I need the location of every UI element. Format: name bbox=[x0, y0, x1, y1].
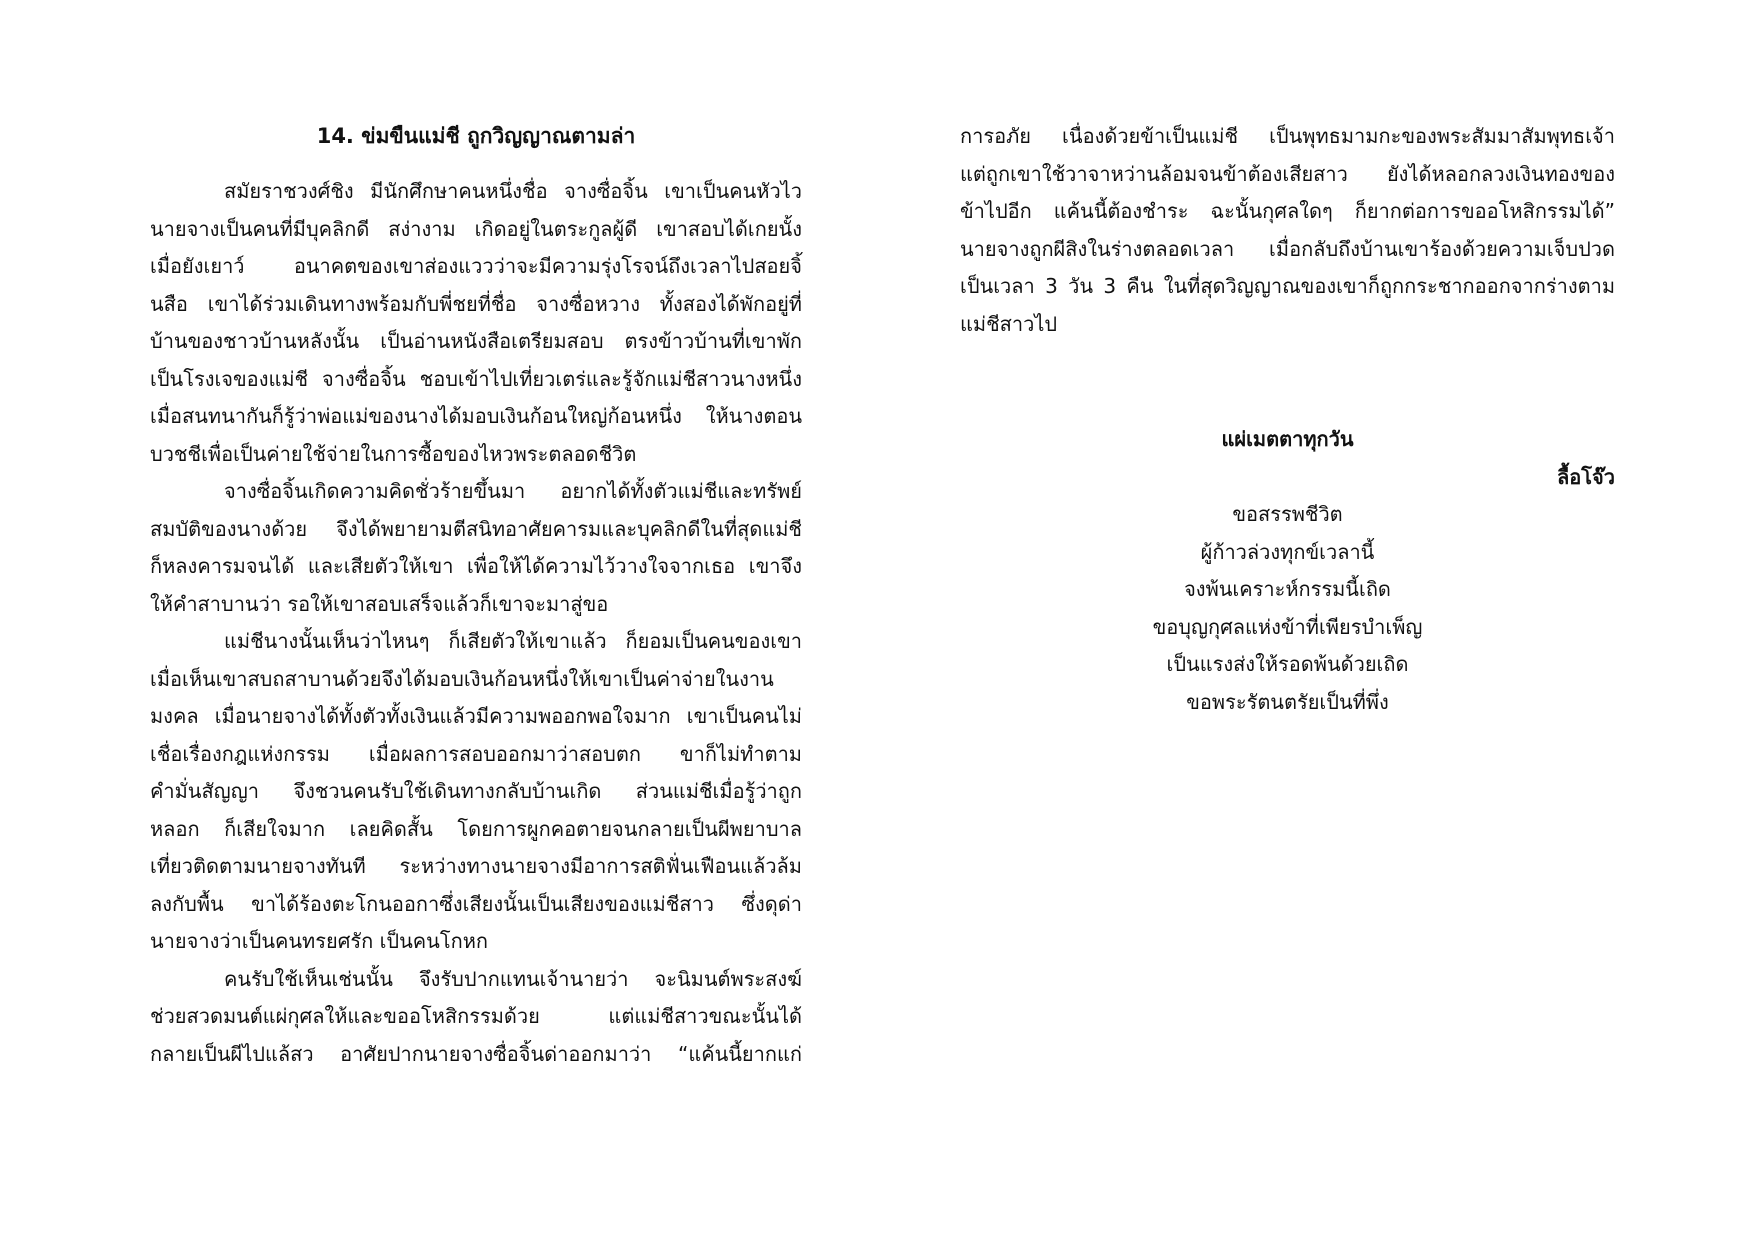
text-line: กลายเป็นผีไปแล้สว อาศัยปากนายจางซื่อจิ้นด่าออกมาว่า “แค้นนี้ยากแก่ bbox=[150, 1041, 802, 1066]
text-line: การอภัย เนื่องด้วยข้าเป็นแม่ชี เป็นพุทธมามกะของพระสัมมาสัมพุทธเจ้า bbox=[960, 124, 1615, 148]
story-continuation bbox=[960, 118, 1615, 343]
text-line: ข้าไปอีก แค้นนี้ต้องชำระ ฉะนั้นกุศลใดๆ ก็ยากต่อการขออโหสิกรรมได้” bbox=[960, 199, 1615, 223]
left-page bbox=[150, 118, 802, 1073]
text-line: เป็นโรงเจของแม่ชี จางซื่อจิ้น ชอบเข้าไปเที่ยวเตร่และรู้จักแม่ชีสาวนางหนึ่ง bbox=[150, 366, 802, 391]
text-line: เชื่อเรื่องกฎแห่งกรรม เมื่อผลการสอบออกมาว่าสอบตก ขาก็ไม่ทำตาม bbox=[150, 741, 802, 766]
section-gap bbox=[960, 343, 1615, 421]
poem-author: ลื้อโจ๊ว bbox=[1557, 464, 1615, 489]
text-line: นายจางว่าเป็นคนทรยศรัก เป็นคนโกหก bbox=[150, 929, 488, 953]
text-line: บวชชีเพื่อเป็นค่ายใช้จ่ายในการซื้อของไหวพระตลอดชีวิต bbox=[150, 441, 637, 466]
text-line: บ้านของชาวบ้านหลังนั้น เป็นอ่านหนังสือเตรียมสอบ ตรงข้าวบ้านที่เขาพัก bbox=[150, 329, 802, 353]
story-body bbox=[150, 173, 802, 1073]
text-line: เมื่อสนทนากันก็รู้ว่าพ่อแม่ของนางได้มอบเงินก้อนใหญ่ก้อนหนึ่ง ให้นางตอน bbox=[150, 404, 802, 428]
text-line: แต่ถูกเขาใช้วาจาหว่านล้อมจนข้าต้องเสียสาว ยังได้หลอกลวงเงินทองของ bbox=[960, 161, 1615, 186]
poem-verse: ขอพระรัตนตรัยเป็นที่พึ่ง bbox=[1186, 689, 1389, 714]
text-line: สมัยราชวงศ์ชิง มีนักศึกษาคนหนึ่งชื่อ จางซื่อจิ้น เขาเป็นคนหัวไว bbox=[224, 179, 802, 203]
text-line: ให้คำสาบานว่า รอให้เขาสอบเสร็จแล้วก็เขาจะมาสู่ขอ bbox=[150, 591, 609, 616]
text-line: มงคล เมื่อนายจางได้ทั้งตัวทั้งเงินแล้วมีความพออกพอใจมาก เขาเป็นคนไม่ bbox=[150, 704, 802, 728]
text-line: คนรับใช้เห็นเช่นนั้น จึงรับปากแทนเจ้านายว่า จะนิมนต์พระสงฆ์ bbox=[224, 966, 802, 991]
text-line: นายจางถูกผีสิงในร่างตลอดเวลา เมื่อกลับถึงบ้านเขาร้องด้วยความเจ็บปวด bbox=[960, 236, 1615, 261]
text-line: แม่ชีสาวไป bbox=[960, 311, 1058, 336]
text-line: ก็หลงคารมจนได้ และเสียตัวให้เขา เพื่อให้ได้ความไว้วางใจจากเธอ เขาจึง bbox=[150, 554, 802, 578]
text-line: เมื่อยังเยาว์ อนาคตของเขาส่องแววว่าจะมีความรุ่งโรจน์ถึงเวลาไปสอยจิ้ bbox=[150, 254, 802, 278]
text-line: แม่ชีนางนั้นเห็นว่าไหนๆ ก็เสียตัวให้เขาแล้ว ก็ยอมเป็นคนของเขา bbox=[224, 629, 802, 653]
text-line: เที่ยวติดตามนายจางทันที ระหว่างทางนายจางมีอาการสติฟั่นเฟือนแล้วล้ม bbox=[150, 854, 802, 878]
text-line: สมบัติของนางด้วย จึงได้พยายามตีสนิทอาศัยคารมและบุคลิกดีในที่สุดแม่ชี bbox=[150, 516, 802, 541]
poem-title: แผ่เมตตาทุกวัน bbox=[1221, 427, 1354, 451]
poem-body bbox=[960, 496, 1615, 721]
poem-verse: ขอสรรพชีวิต bbox=[1232, 502, 1343, 526]
text-line: ช่วยสวดมนต์แผ่กุศลให้และขออโหสิกรรมด้วย แต่แม่ชีสาวขณะนั้นได้ bbox=[150, 1004, 802, 1028]
text-line: คำมั่นสัญญา จึงชวนคนรับใช้เดินทางกลับบ้านเกิด ส่วนแม่ชีเมื่อรู้ว่าถูก bbox=[150, 779, 802, 803]
poem-verse: เป็นแรงส่งให้รอดพ้นด้วยเถิด bbox=[1166, 652, 1409, 676]
text-line: นายจางเป็นคนที่มีบุคลิกดี สง่างาม เกิดอยู่ในตระกูลผู้ดี เขาสอบได้เกยนั้ง bbox=[150, 216, 802, 241]
text-line: หลอก ก็เสียใจมาก เลยคิดสั้น โดยการผูกคอตายจนกลายเป็นผีพยาบาล bbox=[150, 816, 802, 841]
story-title: 14. ข่มขืนแม่ชี ถูกวิญญาณตามล่า bbox=[316, 124, 636, 148]
poem-verse: ผู้ก้าวล่วงทุกข์เวลานี้ bbox=[1200, 539, 1375, 564]
right-page bbox=[960, 118, 1615, 721]
text-line: ลงกับพื้น ขาได้ร้องตะโกนออกาซึ่งเสียงนั้นเป็นเสียงของแม่ชีสาว ซึ่งดุด่า bbox=[150, 891, 802, 916]
poem-verse: ขอบุญกุศลแห่งข้าที่เพียรบำเพ็ญ bbox=[1152, 614, 1423, 639]
text-line: เป็นเวลา 3 วัน 3 คืน ในที่สุดวิญญาณของเขาก็ถูกกระชากออกจากร่างตาม bbox=[960, 274, 1615, 298]
poem-verse: จงพ้นเคราะห์กรรมนี้เถิด bbox=[1184, 577, 1391, 601]
text-line: เมื่อเห็นเขาสบถสาบานด้วยจึงได้มอบเงินก้อนหนึ่งให้เขาเป็นค่าจ่ายในงาน bbox=[150, 666, 774, 691]
text-line: นสือ เขาได้ร่วมเดินทางพร้อมกับพี่ชยที่ชื่อ จางซื่อหวาง ทั้งสองได้พักอยู่ที่ bbox=[150, 291, 802, 316]
text-line: จางซื่อจิ้นเกิดความคิดชั่วร้ายขึ้นมา อยากได้ทั้งตัวแม่ชีและทรัพย์ bbox=[224, 479, 802, 503]
